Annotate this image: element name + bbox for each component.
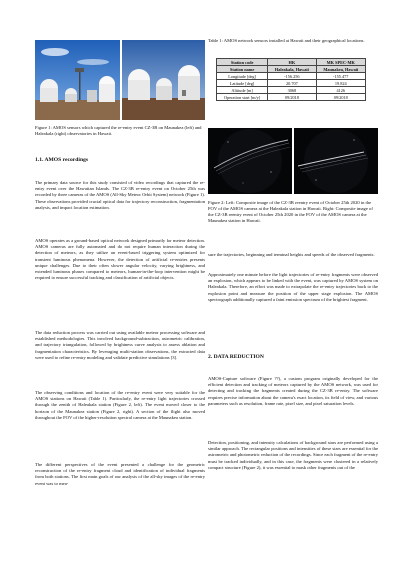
table-cell: -156.256 (268, 73, 316, 80)
table-cell: 3068 (268, 87, 316, 94)
section-2-paragraph: AMOS-Capture software (Figure ??), a custom program originally developed for the efficient detection and tracking of meteors captured by the AMOS network, was used for detecting and tracking the fragments created during the CZ-3B re-entry. The software requires precise information about the camera's exact location, its field of view, and various parameters such as resolution, frame rate, pixel size, and pixel saturation levels. (208, 376, 378, 406)
sensor-table (216, 58, 366, 101)
section-1-1-paragraph: The data reduction process was carried out using available meteor processing software and established methodologies. This involved background-subtraction, astrometric calibration, and trajectory triangulation, followed by brightness curve analysis to assess ablation and fragmentation characteristics. By leveraging multi-station observations, the extracted data were used to refine re-entry modeling and validate predictive simulations [3]. (35, 330, 205, 360)
section-1-1-heading: 1.1. AMOS recordings (35, 157, 89, 163)
section-1-1-paragraph: The different perspectives of the event presented a challenge for the geometric reconstruction of the re-entry fragment cloud and identification of individual fragments from both stations. The first main goals of our analysis of the all-sky images of the re-entry event was to mea- (35, 462, 205, 486)
maunakea-dome-photo (35, 40, 120, 120)
haleakala-composite-image (208, 128, 292, 194)
table-row (217, 73, 366, 80)
figure-2-left-image (208, 128, 292, 194)
haleakala-dome-photo (122, 40, 205, 120)
figure-1-right-photo (122, 40, 205, 120)
table-header-hk-name: Haleakala, Hawaii (268, 66, 316, 73)
table-header-row (217, 59, 366, 66)
table-cell: 09/2018 (316, 94, 365, 101)
table-cell: Altitude [m] (217, 87, 268, 94)
table-header-station-code: Station code (217, 59, 268, 66)
table-header-mk-name: Maunakea, Hawaii (316, 66, 365, 73)
table-cell: 19.824 (316, 80, 365, 87)
section-1-1-paragraph: The primary data source for this study consisted of video recordings that captured the re-entry event over the Hawaiian Islands. The CZ-3B re-entry event on October 25th was recorded by three cameras of the AMOS (All-Sky Meteor Orbit System) network (Figure 1). These observations provided crucial optical data for trajectory reconstruction, fragmentation analysis, and impact location estimation. (35, 180, 205, 210)
table-header-mk: MK SPEC-MK (316, 59, 365, 66)
right-paragraph: Approximately one minute before the light trajectories of re-entry fragments were observed an explosion, which appears to be linked with the event, was captured by AMOS system on Haleakala. Therefore, an effort was made to extrapolate the re-entry trajectories back to the explosion point and measure the position of the upper stage explosion. The AMOS spectrograph additionally captured a faint emission spectrum of the brightest fragment. (208, 272, 378, 302)
figure-1-caption: Figure 1: AMOS sensors which captured the re-entry event CZ-3B on Maunakea (left) and Haleakala (right) observatories in Hawaii. (35, 125, 202, 136)
table-row (217, 94, 366, 101)
table-row (217, 87, 366, 94)
section-1-1-paragraph: The observing conditions and location of the re-entry event were very suitable for the AMOS stations on Hawaii (Table 1). Particularly, the re-entry light trajectories crossed through the zenith of Haleakala station (Figure 2, left). The event moved closer to the horizon of the Maunakea station (Figure 2, right). A section of the flight also moved throughout the FOV of the higher-resolution spectral camera at the Maunakea station. (35, 390, 205, 420)
table-header-station-name: Station name (217, 66, 268, 73)
table-cell: 4126 (316, 87, 365, 94)
table-cell: Longitude [deg] (217, 73, 268, 80)
figure-1-left-photo (35, 40, 120, 120)
table-cell: Latitude [deg] (217, 80, 268, 87)
figure-2-caption: Figure 2: Left: Composite image of the CZ-3B reentry event of October 25th 2020 in the FOV of the AMOS camera at the Haleakala station in Hawaii. Right: Composite image of the CZ-3B reentry event of October 25th 2020 in the FOV of the AMOS camera at the Maunakea station in Hawaii. (208, 200, 373, 223)
figure-2-right-image (294, 128, 378, 194)
maunakea-composite-image (294, 128, 378, 194)
table-header-hk: HK (268, 59, 316, 66)
table-cell: -155.477 (316, 73, 365, 80)
section-1-1-paragraph: AMOS operates as a ground-based optical network designed primarily for meteor detection. AMOS cameras are fully automated and do not require human interaction during the detection of meteors, as they utilize an event-based triggering system optimized for transient luminous phenomena. However, the detection of artificial re-entries presents unique challenges. Due to their often slower angular velocity, varying brightness, and extended luminous phases compared to meteors, human-in-the-loop intervention might be required to ensure successful tracking and classification of artificial objects. (35, 238, 205, 281)
right-paragraph: sure the trajectories, beginning and terminal heights and speeds of the observed fragments. (208, 252, 375, 257)
table-row (217, 80, 366, 87)
table-1-caption: Table 1: AMOS network sensors installed at Hawaii and their geographical locations. (208, 38, 365, 43)
table-header-row (217, 66, 366, 73)
section-2-heading: 2. DATA REDUCTION (208, 354, 264, 360)
section-2-paragraph: Detection, positioning, and intensity calculations of background stars are performed using a similar approach. The rectangular positions and intensities of these stars are essential for the astrometric and photometric reduction of the recordings. Since each fragment of the re-entry must be tracked individually, and in this case, the fragments were clustered in a relatively compact structure (Figure 2), it was essential to mask other fragments out of the (208, 440, 378, 470)
table-cell: 20.707 (268, 80, 316, 87)
table-cell: 09/2018 (268, 94, 316, 101)
table-cell: Operation start [m/y] (217, 94, 268, 101)
